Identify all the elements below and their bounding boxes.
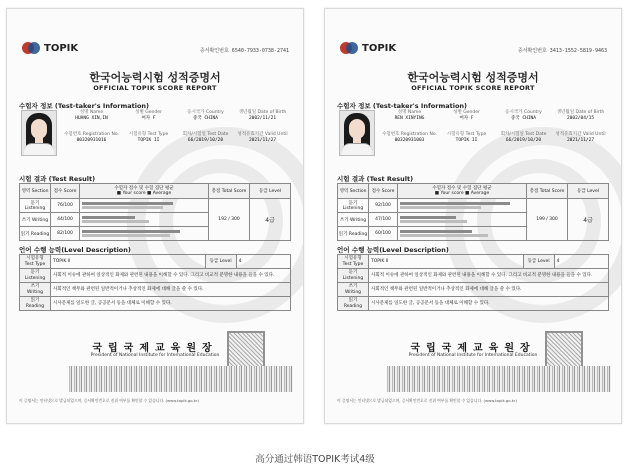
test-type-field: 시험유형 Test Type TOPIK II [446,132,487,143]
test-taker-info-grid [63,110,291,146]
report-title-english: OFFICIAL TOPIK SCORE REPORT [93,84,217,92]
issuer-korean: 국립국제교육원장 [92,343,218,354]
security-pattern [387,366,611,392]
lvl-type-label: 시험유형 Test Type [338,255,369,269]
topik-logo-icon [339,41,359,55]
topik-score-report [6,8,304,424]
name-field: 성명 Name HUANG XIN,IN [75,110,108,121]
lvl-writing-label: 쓰기 Writing [20,283,51,297]
total-score: 199 / 300 [527,199,568,241]
header-score-chart: 수험자 점수 및 수험 집단 평균 ■ Your score ■ Average [80,184,209,199]
row-score-bars [398,199,527,213]
image-caption: 高分通过韩语TOPIK考试4级 [255,454,375,465]
row-section: 읽기 Reading [20,227,51,241]
report-title-english: OFFICIAL TOPIK SCORE REPORT [411,84,535,92]
section-test-taker-info: 수험자 정보 (Test-taker's Information) [19,102,150,110]
lvl-level-label: 등급 Level [523,255,554,269]
your-score-bar [400,216,456,219]
lvl-type-label: 시험유형 Test Type [20,255,51,269]
registration-field: 수험번호 Registration No. 00320931016 [64,132,119,143]
topik-logo-icon [21,41,41,55]
name-field: 성명 Name REN XINYING [394,110,425,121]
certificate-number: 증서확인번호 3413-1552-5819-9463 [517,48,607,54]
average-score-bar [400,206,481,209]
lvl-level-value: 4 [554,255,608,269]
header-total: 총점 Total Score [527,184,568,199]
row-score-bars [398,213,527,227]
dob-field: 생년월일 Date of Birth 2002/11/21 [238,110,287,121]
official-seal-icon [545,331,583,369]
lvl-type-value: TOPIK II [369,255,524,269]
average-score-bar [82,234,170,237]
average-score-bar [82,206,163,209]
lvl-level-value: 4 [236,255,290,269]
lvl-type-value: TOPIK II [51,255,206,269]
section-level-description: 언어 수행 능력(Level Description) [19,246,131,254]
row-section: 듣기 Listening [338,199,369,213]
expiry-field: 성적유효기간 Valid Until 2021/11/27 [237,132,288,143]
row-section: 읽기 Reading [338,227,369,241]
your-score-bar [82,202,173,205]
row-score-bars [80,227,209,241]
total-score: 192 / 300 [209,199,250,241]
test-type-field: 시험유형 Test Type TOPIK II [128,132,169,143]
your-score-bar [82,230,180,233]
report-title-korean: 한국어능력시험 성적증명서 [89,71,221,84]
row-score: 47/100 [369,213,398,227]
expiry-field: 성적유효기간 Valid Until 2021/11/27 [555,132,606,143]
test-date-field: 회차/시험일 Test Date 66/2019/10/20 [500,132,547,143]
average-score-bar [400,234,488,237]
test-taker-info-grid [381,110,609,146]
lvl-listening-desc: 사회적 이슈에 관하여 일상적인 화제와 관련된 내용을 이해할 수 있다. 그리고 비교적 분명한 내용을 들을 수 있다. [369,269,609,283]
section-test-taker-info: 수험자 정보 (Test-taker's Information) [337,102,468,110]
official-seal-icon [227,331,265,369]
level-description-table [19,254,291,311]
section-test-result: 시험 결과 (Test Result) [337,175,414,183]
header-section: 영역 Section [20,184,51,199]
row-score: 60/100 [369,227,398,241]
header-score-chart: 수험자 점수 및 수험 집단 평균 ■ Your score ■ Average [398,184,527,199]
test-result-table [337,183,609,241]
gender-field: 성별 Gender 여자 F [453,110,480,121]
level-grade: 4급 [568,199,609,241]
result-row [20,199,291,213]
topik-score-report [324,8,622,424]
row-score: 76/100 [51,199,80,213]
header-total: 총점 Total Score [209,184,250,199]
your-score-bar [400,202,510,205]
test-result-table [19,183,291,241]
country-field: 응시국가 Country 중국 CHINA [505,110,542,121]
test-date-field: 회차/시험일 Test Date 66/2019/10/20 [182,132,229,143]
lvl-writing-label: 쓰기 Writing [338,283,369,297]
row-section: 듣기 Listening [20,199,51,213]
header-score: 점수 Score [51,184,80,199]
lvl-reading-desc: 시사문제를 일도한 글, 공공문서 등을 대체로 이해할 수 있다. [369,297,609,311]
lvl-reading-label: 읽기 Reading [338,297,369,311]
report-title-korean: 한국어능력시험 성적증명서 [407,71,539,84]
result-row [338,199,609,213]
average-score-bar [400,220,467,223]
lvl-reading-label: 읽기 Reading [20,297,51,311]
row-section: 쓰기 Writing [20,213,51,227]
country-field: 응시국가 Country 중국 CHINA [187,110,224,121]
lvl-writing-desc: 사회적인 책무와 관련된 일반적이거나 추상적인 화제에 대해 글을 쓸 수 있다. [51,283,291,297]
lvl-level-label: 등급 Level [205,255,236,269]
average-score-bar [82,220,149,223]
header-level: 등급 Level [568,184,609,199]
issuer-english: President of National Institute for International Education [408,353,538,358]
lvl-listening-desc: 사회적 이슈에 관하여 일상적인 화제와 관련된 내용을 이해할 수 있다. 그리고 비교적 분명한 내용을 들을 수 있다. [51,269,291,283]
issuer-korean: 국립국제교육원장 [410,343,536,354]
dob-field: 생년월일 Date of Birth 2002/04/15 [556,110,605,121]
your-score-bar [400,230,472,233]
registration-field: 수험번호 Registration No. 00320931003 [382,132,437,143]
security-pattern [69,366,293,392]
issuer-english: President of National Institute for International Education [90,353,220,358]
footnote: 이 증명서는 인터넷으로 발급되었으며, 증서확인번호로 진위 여부를 확인할 수 있습니다. (www.topik.go.kr) [337,398,517,403]
footnote: 이 증명서는 인터넷으로 발급되었으며, 증서확인번호로 진위 여부를 확인할 수 있습니다. (www.topik.go.kr) [19,398,199,403]
logo-text: TOPIK [362,42,397,54]
lvl-reading-desc: 시사문제를 일도한 글, 공공문서 등을 대체로 이해할 수 있다. [51,297,291,311]
row-score-bars [80,199,209,213]
your-score-bar [82,216,135,219]
header-section: 영역 Section [338,184,369,199]
level-description-table [337,254,609,311]
topik-logo [21,41,78,55]
header-score: 점수 Score [369,184,398,199]
section-test-result: 시험 결과 (Test Result) [19,175,96,183]
row-score: 92/100 [369,199,398,213]
topik-logo [339,41,396,55]
row-score-bars [80,213,209,227]
gender-field: 성별 Gender 여자 F [135,110,162,121]
level-grade: 4급 [250,199,291,241]
row-score: 44/100 [51,213,80,227]
row-section: 쓰기 Writing [338,213,369,227]
row-score-bars [398,227,527,241]
applicant-photo [21,110,57,156]
logo-text: TOPIK [44,42,79,54]
header-level: 등급 Level [250,184,291,199]
lvl-writing-desc: 사회적인 책무와 관련된 일반적이거나 추상적인 화제에 대해 글을 쓸 수 있다. [369,283,609,297]
certificate-number: 증서확인번호 6540-7933-0738-2741 [199,48,289,54]
lvl-listening-label: 듣기 Listening [338,269,369,283]
section-level-description: 언어 수행 능력(Level Description) [337,246,449,254]
lvl-listening-label: 듣기 Listening [20,269,51,283]
applicant-photo [339,110,375,156]
row-score: 82/100 [51,227,80,241]
